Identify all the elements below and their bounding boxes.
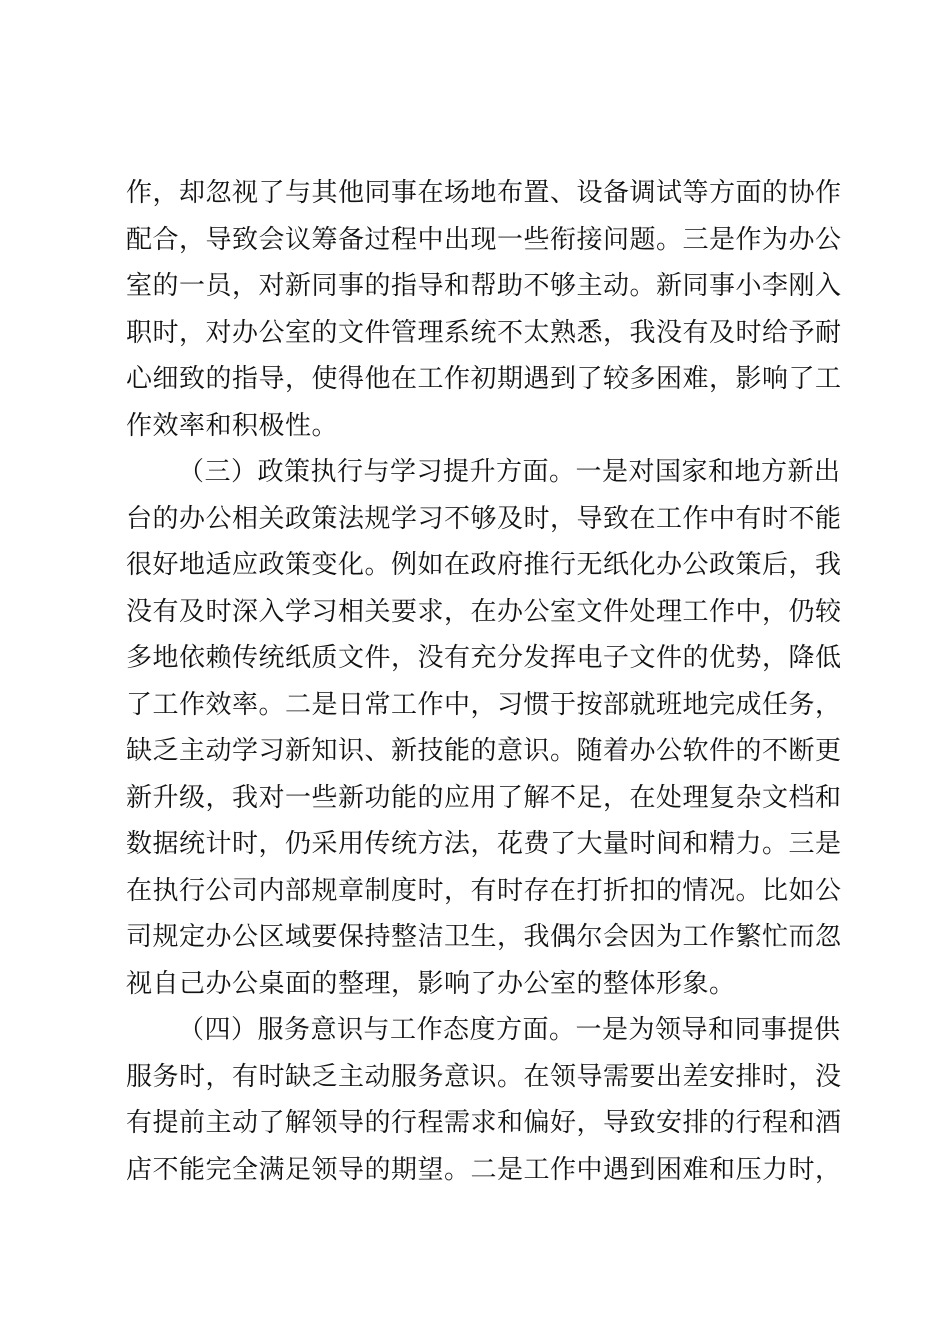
section-heading-line: （四）服务意识与工作态度方面。一是为领导和同事提供: [178, 1015, 841, 1045]
text-line: 室的一员，对新同事的指导和帮助不够主动。新同事小李刚入: [126, 271, 842, 301]
text-line: 司规定办公区域要保持整洁卫生，我偶尔会因为工作繁忙而忽: [126, 922, 842, 952]
text-line: 了工作效率。二是日常工作中，习惯于按部就班地完成任务，: [126, 690, 842, 720]
text-line: 在执行公司内部规章制度时，有时存在打折扣的情况。比如公: [126, 876, 842, 906]
text-line: 台的办公相关政策法规学习不够及时，导致在工作中有时不能: [126, 504, 842, 534]
text-line: 缺乏主动学习新知识、新技能的意识。随着办公软件的不断更: [126, 736, 842, 766]
text-line: 作效率和积极性。: [126, 411, 339, 441]
text-line: 很好地适应政策变化。例如在政府推行无纸化办公政策后，我: [126, 550, 842, 580]
section-heading-line: （三）政策执行与学习提升方面。一是对国家和地方新出: [178, 457, 841, 487]
text-line: 多地依赖传统纸质文件，没有充分发挥电子文件的优势，降低: [126, 643, 842, 673]
text-line: 职时，对办公室的文件管理系统不太熟悉，我没有及时给予耐: [126, 318, 842, 348]
text-line: 配合，导致会议筹备过程中出现一些衔接问题。三是作为办公: [126, 225, 842, 255]
text-line: 店不能完全满足领导的期望。二是工作中遇到困难和压力时，: [126, 1155, 842, 1185]
text-line: 没有及时深入学习相关要求，在办公室文件处理工作中，仍较: [126, 597, 842, 627]
text-line: 视自己办公桌面的整理，影响了办公室的整体形象。: [126, 969, 736, 999]
text-line: 心细致的指导，使得他在工作初期遇到了较多困难，影响了工: [126, 364, 842, 394]
text-line: 作，却忽视了与其他同事在场地布置、设备调试等方面的协作: [126, 178, 842, 208]
text-line: 数据统计时，仍采用传统方法，花费了大量时间和精力。三是: [126, 829, 842, 859]
text-line: 新升级，我对一些新功能的应用了解不足，在处理复杂文档和: [126, 783, 842, 813]
text-line: 有提前主动了解领导的行程需求和偏好，导致安排的行程和酒: [126, 1108, 842, 1138]
text-line: 服务时，有时缺乏主动服务意识。在领导需要出差安排时，没: [126, 1062, 842, 1092]
